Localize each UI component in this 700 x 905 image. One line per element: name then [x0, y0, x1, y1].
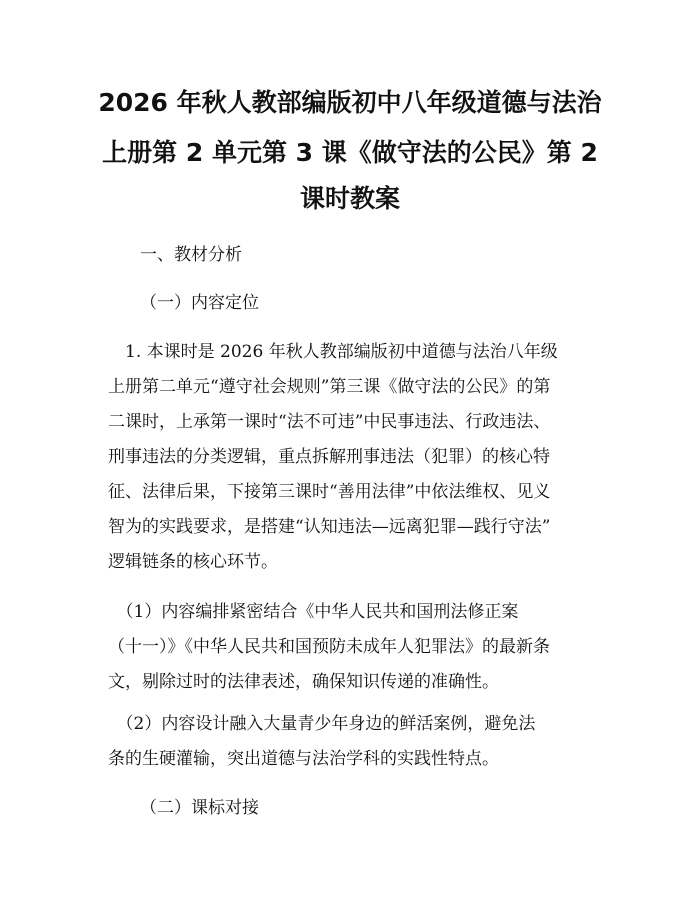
document-title-line-1: 2026 年秋人教部编版初中八年级道德与法治: [98, 88, 602, 117]
paragraph-line: 文，剔除过时的法律表述，确保知识传递的准确性。: [108, 672, 499, 692]
paragraph-line: 征、法律后果，下接第三课时“善用法律”中依法维权、见义: [108, 482, 551, 502]
document-title-line-2: 上册第 2 单元第 3 课《做守法的公民》第 2: [102, 138, 598, 167]
paragraph-lesson-positioning: [108, 341, 604, 586]
subsection-heading-content-positioning: （一）内容定位: [140, 293, 259, 313]
paragraph-line: 二课时，上承第一课时“法不可违”中民事违法、行政违法、: [108, 412, 551, 432]
paragraph-line: 智为的实践要求，是搭建“认知违法—远离犯罪—践行守法”: [108, 517, 551, 537]
section-heading-material-analysis: 一、教材分析: [140, 245, 242, 265]
paragraph-line: 1. 本课时是 2026 年秋人教部编版初中道德与法治八年级: [108, 342, 558, 362]
document-title-line-3: 课时教案: [299, 184, 400, 213]
paragraph-line: 逻辑链条的核心环节。: [108, 552, 278, 572]
paragraph-line: 刑事违法的分类逻辑，重点拆解刑事违法（犯罪）的核心特: [108, 447, 550, 467]
paragraph-line: （2）内容设计融入大量青少年身边的鲜活案例，避免法: [108, 714, 536, 734]
paragraph-line: 上册第二单元“遵守社会规则”第三课《做守法的公民》的第: [108, 377, 551, 397]
paragraph-line: （1）内容编排紧密结合《中华人民共和国刑法修正案: [108, 602, 519, 622]
paragraph-content-arrangement: [108, 601, 604, 706]
paragraph-line: 条的生硬灌输，突出道德与法治学科的实践性特点。: [108, 749, 499, 769]
paragraph-line: （十一）》《中华人民共和国预防未成年人犯罪法》的最新条: [108, 637, 550, 657]
subsection-heading-curriculum-alignment: （二）课标对接: [140, 798, 259, 818]
paragraph-content-design: [108, 713, 604, 783]
